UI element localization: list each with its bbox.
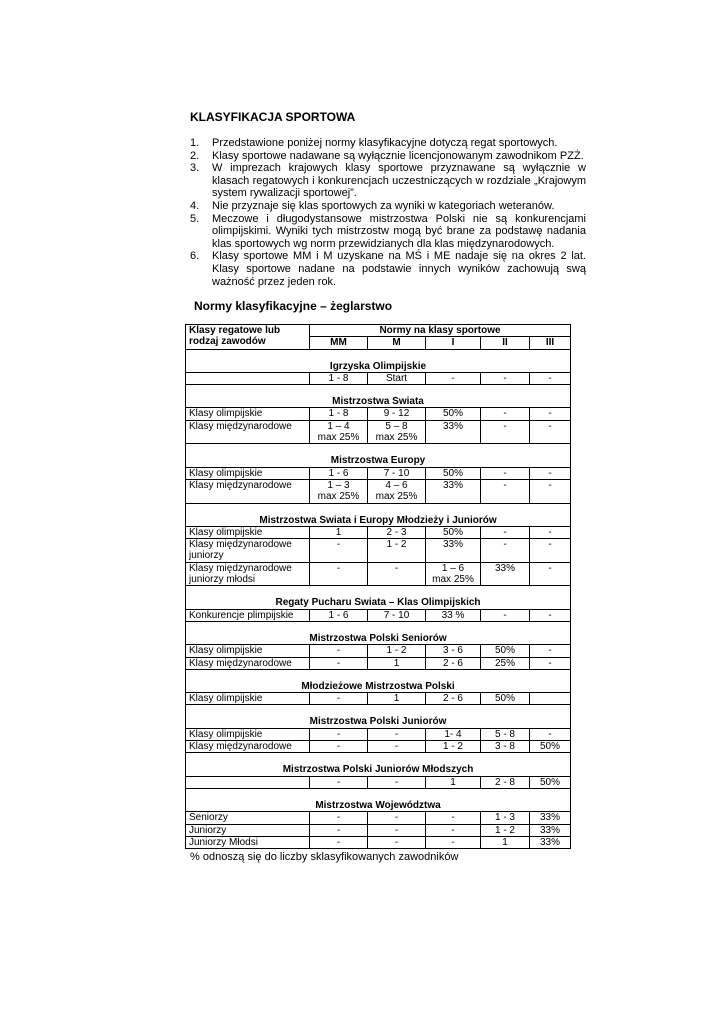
cell-mm: 1 – 3 max 25%	[310, 479, 368, 503]
cell-iii: 33%	[530, 836, 571, 848]
rule-number: 1.	[190, 137, 200, 149]
cell-m: 1	[368, 693, 426, 705]
row-label: Juniorzy Młodsi	[186, 836, 310, 848]
table-row	[186, 420, 571, 444]
rule-text: Meczowe i długodystansowe mistrzostwa Polski nie są konkurencjami olimpijskimi. Wyniki tych mistrzostw mogą być brane za podstawę nadania klas sportowych wg norm przewidzianych dla klas międzynarodowych.	[212, 212, 586, 250]
cell-mm: -	[310, 728, 368, 740]
cell-i: -	[426, 812, 481, 824]
cell-m: -	[368, 776, 426, 788]
cell-ii: 5 - 8	[481, 728, 530, 740]
cell-iii: -	[530, 657, 571, 669]
section-spacer	[186, 788, 571, 800]
cell-iii: -	[530, 562, 571, 586]
cell-iii: -	[530, 609, 571, 621]
spacer-cell	[186, 705, 571, 717]
cell-m: 2 - 3	[368, 526, 426, 538]
section-title: Mistrzostwa Świata i Europy Młodzieży i Juniorów	[186, 515, 571, 527]
cell-i: 33 %	[426, 609, 481, 621]
cell-ii: -	[481, 408, 530, 420]
cell-m: 1	[368, 657, 426, 669]
section-header-row	[186, 764, 571, 776]
section-spacer	[186, 385, 571, 397]
row-label: Klasy międzynarodowe juniorzy młodsi	[186, 562, 310, 586]
cell-i: 1	[426, 776, 481, 788]
cell-i: 33%	[426, 420, 481, 444]
cell-mm: -	[310, 693, 368, 705]
rule-text: Nie przyznaje się klas sportowych za wyniki w kategoriach weteranów.	[212, 199, 555, 212]
spacer-cell	[186, 669, 571, 681]
row-label: Klasy międzynarodowe	[186, 420, 310, 444]
table-title: Normy klasyfikacyjne – żeglarstwo	[194, 299, 393, 313]
cell-m: 9 - 12	[368, 408, 426, 420]
rule-item	[190, 137, 586, 150]
cell-iii: -	[530, 479, 571, 503]
section-title: Regaty Pucharu Świata – Klas Olimpijskich	[186, 597, 571, 609]
cell-i: 1- 4	[426, 728, 481, 740]
cell-ii: 3 - 8	[481, 741, 530, 753]
table-row	[186, 728, 571, 740]
spacer-cell	[186, 621, 571, 633]
header-col-m: M	[368, 337, 426, 349]
cell-ii: 1 - 2	[481, 824, 530, 836]
header-col-iii: III	[530, 337, 571, 349]
section-title: Mistrzostwa Polski Seniorów	[186, 633, 571, 645]
row-label: Klasy olimpijskie	[186, 645, 310, 657]
rule-item	[190, 213, 586, 251]
cell-mm: -	[310, 562, 368, 586]
table-row	[186, 479, 571, 503]
cell-i: 50%	[426, 526, 481, 538]
cell-i: 50%	[426, 467, 481, 479]
cell-ii: -	[481, 479, 530, 503]
cell-iii: -	[530, 372, 571, 384]
section-spacer	[186, 444, 571, 456]
table-row	[186, 562, 571, 586]
section-title: Mistrzostwa Świata	[186, 396, 571, 408]
cell-i: 2 - 6	[426, 657, 481, 669]
cell-iii: 50%	[530, 776, 571, 788]
rule-number: 5.	[190, 212, 200, 225]
rule-number: 4.	[190, 199, 200, 212]
section-title: Młodzieżowe Mistrzostwa Polski	[186, 681, 571, 693]
table-row	[186, 372, 571, 384]
footnote: % odnoszą się do liczby sklasyfikowanych zawodników	[190, 851, 459, 863]
cell-mm: -	[310, 741, 368, 753]
header-col-ii: II	[481, 337, 530, 349]
section-header-row	[186, 597, 571, 609]
cell-mm: -	[310, 776, 368, 788]
row-label: Klasy międzynarodowe	[186, 657, 310, 669]
rule-number: 6.	[190, 250, 200, 263]
cell-i: 50%	[426, 408, 481, 420]
section-spacer	[186, 753, 571, 765]
section-header-row	[186, 396, 571, 408]
cell-mm: -	[310, 645, 368, 657]
header-col-i: I	[426, 337, 481, 349]
table-row	[186, 526, 571, 538]
cell-m: 7 - 10	[368, 467, 426, 479]
row-label: Konkurencje plimpijskie	[186, 609, 310, 621]
cell-m: -	[368, 562, 426, 586]
section-spacer	[186, 621, 571, 633]
cell-m: -	[368, 836, 426, 848]
cell-m: 5 – 8 max 25%	[368, 420, 426, 444]
row-label: Klasy międzynarodowe	[186, 741, 310, 753]
section-spacer	[186, 349, 571, 361]
section-spacer	[186, 705, 571, 717]
cell-i: 2 - 6	[426, 693, 481, 705]
section-title: Mistrzostwa Europy	[186, 455, 571, 467]
section-header-row	[186, 681, 571, 693]
cell-iii: -	[530, 539, 571, 563]
table-row	[186, 776, 571, 788]
cell-ii: -	[481, 372, 530, 384]
rule-text: Klasy sportowe MM i M uzyskane na MŚ i ME nadaje się na okres 2 lat. Klasy sportowe nadane na podstawie innych wyników zachowują swą ważność przez jeden rok.	[212, 250, 586, 288]
cell-mm: 1 – 4 max 25%	[310, 420, 368, 444]
table-row	[186, 539, 571, 563]
cell-iii: -	[530, 467, 571, 479]
cell-m: 1 - 2	[368, 645, 426, 657]
cell-ii: -	[481, 539, 530, 563]
section-title: Igrzyska Olimpijskie	[186, 361, 571, 373]
section-title: Mistrzostwa Polski Juniorów Młodszych	[186, 764, 571, 776]
row-label: Seniorzy	[186, 812, 310, 824]
cell-m: -	[368, 812, 426, 824]
rule-number: 3.	[190, 162, 200, 175]
rule-number: 2.	[190, 149, 200, 162]
cell-i: 1 – 6 max 25%	[426, 562, 481, 586]
cell-mm: 1 - 6	[310, 609, 368, 621]
cell-iii: -	[530, 420, 571, 444]
cell-iii: -	[530, 728, 571, 740]
row-label: Klasy olimpijskie	[186, 526, 310, 538]
row-label	[186, 776, 310, 788]
cell-ii: -	[481, 467, 530, 479]
section-header-row	[186, 716, 571, 728]
cell-ii: 33%	[481, 562, 530, 586]
spacer-cell	[186, 586, 571, 598]
section-spacer	[186, 586, 571, 598]
row-label: Klasy międzynarodowe	[186, 479, 310, 503]
table-row	[186, 609, 571, 621]
section-title: Mistrzostwa Polski Juniorów	[186, 716, 571, 728]
table-row	[186, 657, 571, 669]
table-row	[186, 693, 571, 705]
cell-i: 33%	[426, 479, 481, 503]
section-header-row	[186, 800, 571, 812]
cell-iii: -	[530, 526, 571, 538]
cell-iii: 33%	[530, 824, 571, 836]
cell-m: Start	[368, 372, 426, 384]
cell-mm: 1 - 8	[310, 408, 368, 420]
cell-ii: -	[481, 609, 530, 621]
row-label: Klasy olimpijskie	[186, 728, 310, 740]
cell-ii: -	[481, 420, 530, 444]
cell-i: -	[426, 824, 481, 836]
cell-m: -	[368, 824, 426, 836]
cell-mm: 1	[310, 526, 368, 538]
section-header-row	[186, 515, 571, 527]
spacer-cell	[186, 444, 571, 456]
table-row	[186, 467, 571, 479]
cell-mm: -	[310, 539, 368, 563]
cell-iii: 50%	[530, 741, 571, 753]
cell-i: -	[426, 372, 481, 384]
table-row	[186, 824, 571, 836]
cell-iii: 33%	[530, 812, 571, 824]
table-row	[186, 741, 571, 753]
rule-item	[190, 150, 586, 163]
table-header-row	[186, 325, 571, 337]
cell-i: 33%	[426, 539, 481, 563]
row-label	[186, 372, 310, 384]
row-label: Klasy olimpijskie	[186, 467, 310, 479]
cell-mm: -	[310, 812, 368, 824]
spacer-cell	[186, 788, 571, 800]
cell-m: -	[368, 728, 426, 740]
cell-ii: -	[481, 526, 530, 538]
rules-list	[190, 137, 586, 288]
section-header-row	[186, 455, 571, 467]
cell-ii: 50%	[481, 645, 530, 657]
rule-item	[190, 162, 586, 200]
cell-ii: 25%	[481, 657, 530, 669]
table-row	[186, 645, 571, 657]
cell-mm: 1 - 8	[310, 372, 368, 384]
row-label: Juniorzy	[186, 824, 310, 836]
norms-table-body	[186, 349, 571, 849]
cell-ii: 2 - 8	[481, 776, 530, 788]
spacer-cell	[186, 753, 571, 765]
cell-i: 1 - 2	[426, 741, 481, 753]
cell-i: -	[426, 836, 481, 848]
section-header-row	[186, 633, 571, 645]
cell-m: 7 - 10	[368, 609, 426, 621]
cell-ii: 50%	[481, 693, 530, 705]
header-category: Klasy regatowe lub rodzaj zawodów	[186, 325, 310, 350]
rule-item	[190, 200, 586, 213]
cell-ii: 1	[481, 836, 530, 848]
section-header-row	[186, 361, 571, 373]
cell-iii: -	[530, 645, 571, 657]
rule-item	[190, 250, 586, 288]
row-label: Klasy międzynarodowe juniorzy	[186, 539, 310, 563]
spacer-cell	[186, 503, 571, 515]
norms-table	[185, 324, 571, 849]
row-label: Klasy olimpijskie	[186, 693, 310, 705]
cell-ii: 1 - 3	[481, 812, 530, 824]
page-title: KLASYFIKACJA SPORTOWA	[190, 110, 356, 124]
cell-mm: -	[310, 824, 368, 836]
spacer-cell	[186, 349, 571, 361]
table-row	[186, 836, 571, 848]
cell-mm: -	[310, 836, 368, 848]
header-col-mm: MM	[310, 337, 368, 349]
rule-text: Przedstawione poniżej normy klasyfikacyjne dotyczą regat sportowych.	[212, 137, 558, 149]
spacer-cell	[186, 385, 571, 397]
section-title: Mistrzostwa Województwa	[186, 800, 571, 812]
section-spacer	[186, 669, 571, 681]
cell-m: 4 – 6 max 25%	[368, 479, 426, 503]
cell-mm: -	[310, 657, 368, 669]
cell-iii	[530, 693, 571, 705]
header-norms-group: Normy na klasy sportowe	[310, 325, 571, 337]
table-row	[186, 408, 571, 420]
rule-text: Klasy sportowe nadawane są wyłącznie licencjonowanym zawodnikom PZŻ.	[212, 149, 584, 162]
cell-iii: -	[530, 408, 571, 420]
cell-m: -	[368, 741, 426, 753]
rule-text: W imprezach krajowych klasy sportowe przyznawane są wyłącznie w klasach regatowych i konkurencjach uczestniczących w rozdziale „Krajowym system rywalizacji sportowej”.	[212, 162, 586, 200]
row-label: Klasy olimpijskie	[186, 408, 310, 420]
cell-i: 3 - 6	[426, 645, 481, 657]
table-row	[186, 812, 571, 824]
section-spacer	[186, 503, 571, 515]
cell-m: 1 - 2	[368, 539, 426, 563]
cell-mm: 1 - 6	[310, 467, 368, 479]
